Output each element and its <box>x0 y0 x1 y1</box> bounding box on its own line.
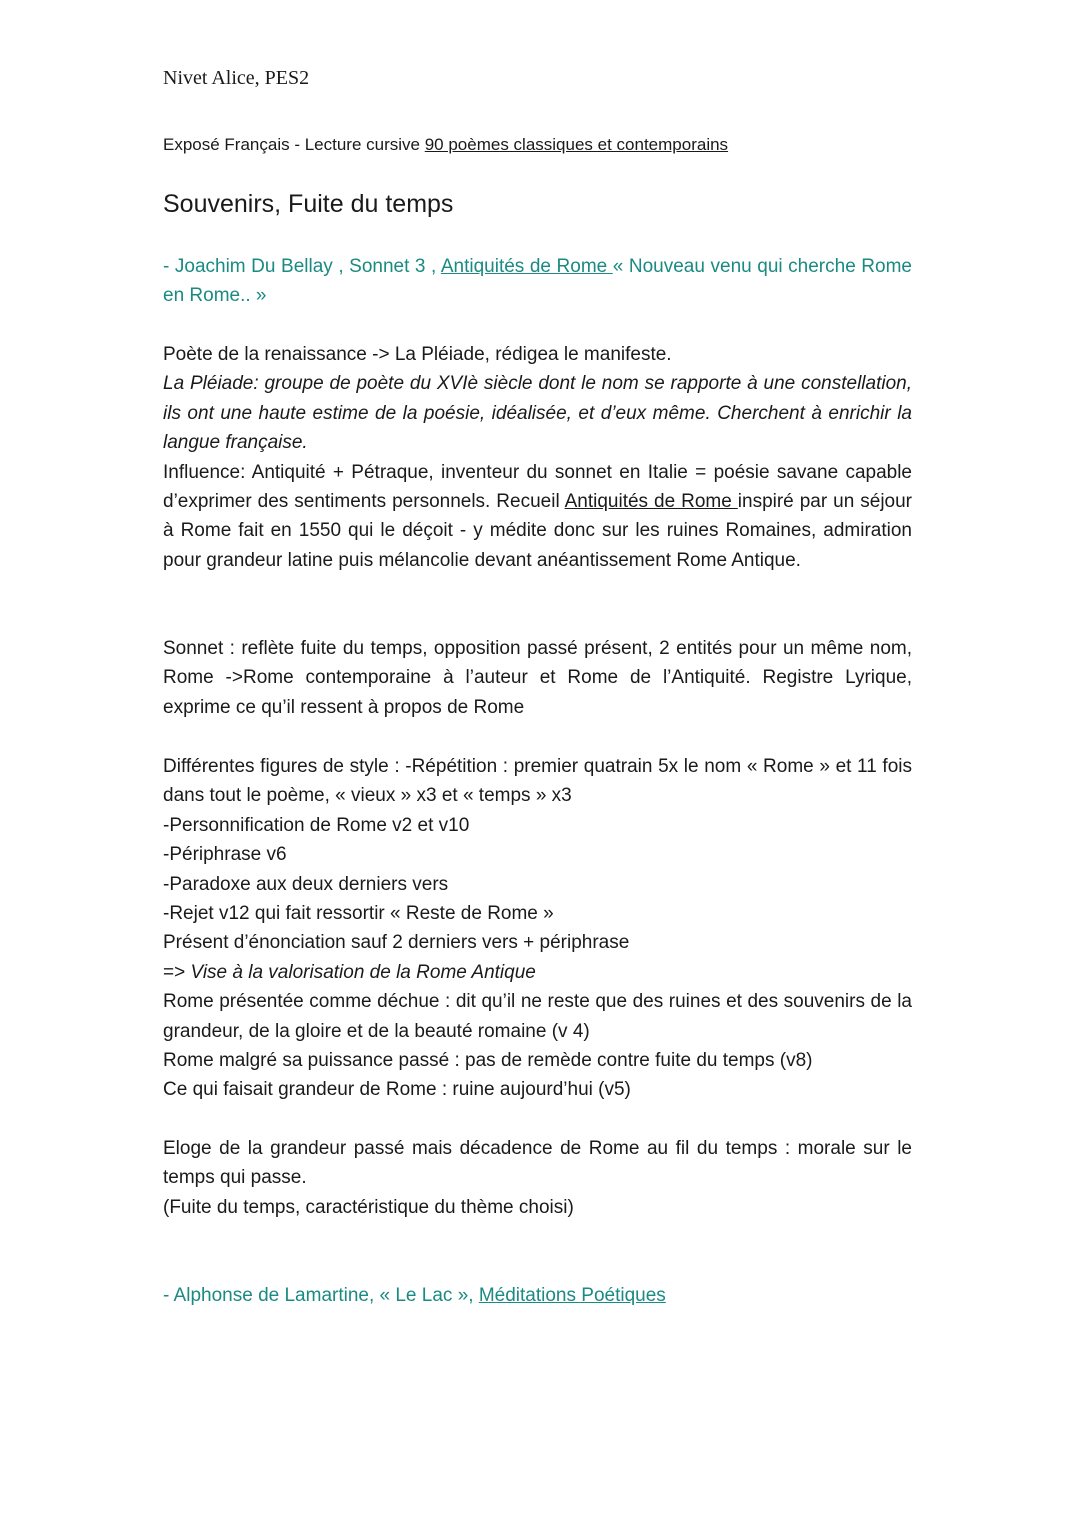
poem2-prefix: - Alphonse de Lamartine, « Le Lac », <box>163 1285 479 1306</box>
subtitle-line <box>163 133 728 157</box>
eloge-line1: Eloge de la grandeur passé mais décadence de Rome au fil du temps : morale sur le temps qui passe. <box>163 1138 912 1189</box>
figures-intro: Différentes figures de style : -Répétition : premier quatrain 5x le nom « Rome » et 11 fois dans tout le poème, « vieux » x3 et « temps » x3 <box>163 756 912 807</box>
rome-point-1: Rome présentée comme déchue : dit qu’il ne reste que des ruines et des souvenirs de la grandeur, de la gloire et de la beauté romaine (v 4) <box>163 991 912 1042</box>
poem1-prefix: - Joachim Du Bellay , Sonnet 3 , <box>163 256 441 277</box>
subtitle-book: 90 poèmes classiques et contemporains <box>424 135 729 154</box>
influence-book: Antiquités de Rome <box>564 491 738 513</box>
conclusion-text: Vise à la valorisation de la Rome Antique <box>190 961 536 983</box>
bio-block <box>163 340 912 575</box>
influence-paragraph <box>163 458 912 576</box>
author-line: Nivet Alice, PES2 <box>163 67 310 89</box>
influence-post: inspiré par un séjour à Rome fait en 1550 qui le déçoit - y médite donc sur les ruines Romaines, admiration pour grandeur latine puis mélancolie devant anéantissement Rome Antique. <box>163 491 913 571</box>
pleiade-definition: La Pléiade: groupe de poète du XVIè siècle dont le nom se rapporte à une constellation, ils ont une haute estime de la poésie, idéalisée, et d’eux même. Cherchent à enrichir la langue française. <box>163 373 912 454</box>
figure-item: -Rejet v12 qui fait ressortir « Reste de Rome » <box>163 903 554 925</box>
subtitle-prefix: Exposé Français - Lecture cursive <box>163 135 425 154</box>
figures-block <box>163 752 912 1105</box>
poem1-title <box>163 252 912 311</box>
poem2-block <box>163 1281 912 1310</box>
figure-item: -Paradoxe aux deux derniers vers <box>163 873 449 895</box>
eloge-block <box>163 1134 912 1222</box>
figure-item: -Personnification de Rome v2 et v10 <box>163 814 470 836</box>
bio-line1: Poète de la renaissance -> La Pléiade, rédigea le manifeste. <box>163 344 672 365</box>
conclusion-prefix: => <box>163 961 191 983</box>
poem1-quote: « Nouveau venu qui cherche Rome en Rome.. » <box>163 256 912 307</box>
sonnet-paragraph: Sonnet : reflète fuite du temps, opposition passé présent, 2 entités pour un même nom, Rome ->Rome contemporaine à l’auteur et Rome de l’Antiquité. Registre Lyrique, exprime ce qu’il ressent à propos de Rome <box>163 638 912 718</box>
sonnet-block <box>163 634 912 722</box>
eloge-line2: (Fuite du temps, caractéristique du thème choisi) <box>163 1196 574 1218</box>
page-title: Souvenirs, Fuite du temps <box>163 190 454 218</box>
poem1-collection: Antiquités de Rome <box>440 256 613 277</box>
figure-item: Présent d’énonciation sauf 2 derniers vers + périphrase <box>163 932 630 954</box>
poem2-collection: Méditations Poétiques <box>478 1285 666 1306</box>
figures-conclusion <box>163 958 912 987</box>
figure-item: -Périphrase v6 <box>163 844 287 866</box>
influence-pre: Influence: Antiquité + Pétraque, inventeur du sonnet en Italie = poésie savane capable d’exprimer des sentiments personnels. Recueil <box>163 461 912 513</box>
poem2-title <box>163 1281 912 1310</box>
poem1-block <box>163 252 912 311</box>
rome-point-3: Ce qui faisait grandeur de Rome : ruine aujourd’hui (v5) <box>163 1079 631 1101</box>
rome-point-2: Rome malgré sa puissance passé : pas de remède contre fuite du temps (v8) <box>163 1050 813 1072</box>
